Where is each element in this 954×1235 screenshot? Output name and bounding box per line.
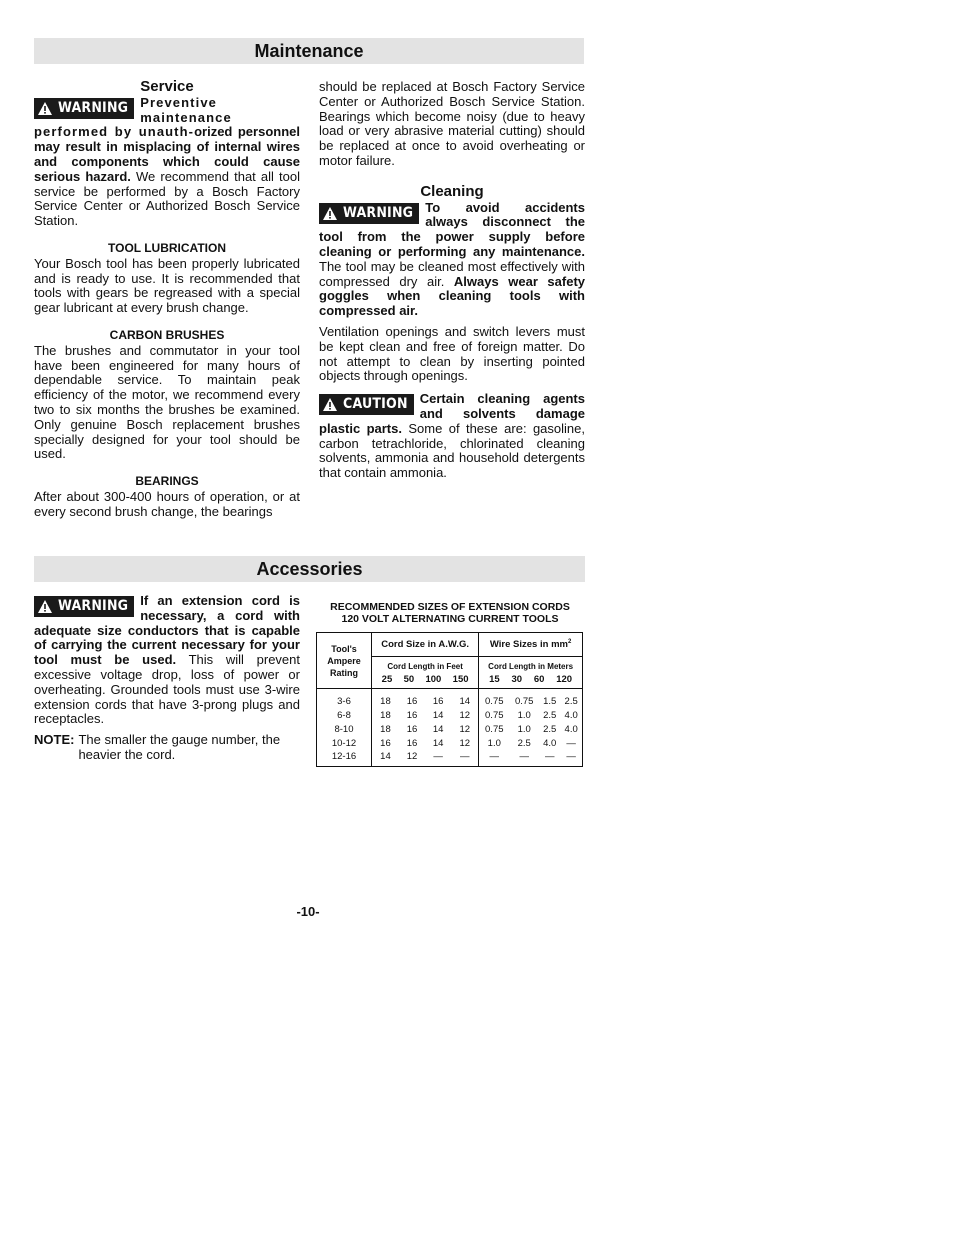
- table-cell: 2.5: [517, 738, 531, 749]
- caution-badge: [319, 394, 414, 415]
- warning-badge-label: WARNING: [58, 99, 129, 116]
- cleaning-goggles-bold: Always wear safety goggles when cleaning tools with compressed air.: [319, 273, 586, 319]
- meters-values: [479, 674, 582, 685]
- feet-value: 150: [452, 674, 469, 685]
- accessories-warning-bold: If an extension cord is necessary, a cord with adequate size conductors that is capable of carrying the current necessary for your tool must be used.: [34, 593, 300, 668]
- sub-meters-header: Cord Length in Meters: [488, 662, 574, 671]
- table-cell: —: [433, 750, 443, 762]
- table-row: [317, 709, 583, 723]
- table-cell: 12: [459, 724, 471, 735]
- table-cell: 3-6: [337, 696, 351, 708]
- sub-feet-cell: [372, 657, 479, 689]
- table-cell: 14: [432, 710, 444, 721]
- col-mm-sup: 2: [567, 638, 572, 645]
- col-awg-header: Cord Size in A.W.G.: [372, 633, 479, 657]
- table-row: [317, 689, 583, 709]
- caution-text: Some of these are: gasoline, carbon tetrachloride, chlorinated cleaning solvents, ammonia and household detergents that contain ammonia.: [319, 420, 585, 481]
- table-cell: 16: [406, 696, 418, 708]
- table-cell: 4.0: [543, 738, 557, 749]
- table-cell: 12: [459, 738, 471, 749]
- table-cell: 0.75: [479, 709, 510, 723]
- table-cell: 18: [372, 709, 399, 723]
- table-cell: 0.75: [479, 689, 510, 709]
- col-rating-header: Tool's Ampere Rating: [317, 633, 372, 689]
- lubrication-heading: TOOL LUBRICATION: [108, 240, 226, 255]
- table-cell: —: [566, 738, 576, 749]
- col-mm-label: Wire Sizes in mm: [489, 639, 568, 651]
- warning-badge: [34, 596, 134, 617]
- table-cell: 14: [372, 751, 399, 767]
- extension-cord-table: [316, 632, 583, 767]
- cleaning-warning-bold: To avoid accidents always disconnect the tool from the power supply before cleaning or performing any maintenance.: [319, 199, 585, 259]
- table-cell: 1.0: [517, 710, 531, 721]
- table-cell: 8-10: [334, 724, 354, 735]
- brushes-text: The brushes and commutator in your tool have been engineered for many hours of dependable service. To maintain peak efficiency of the motor, we recommend every two to six months the brushes be examined. Only genuine Bosch replacement brushes specially designed for your tool should be used.: [34, 342, 300, 462]
- bearings-heading: BEARINGS: [135, 474, 199, 489]
- table-cell: —: [544, 750, 555, 762]
- service-heading: Service: [140, 78, 194, 95]
- ventilation-text: Ventilation openings and switch levers must be kept clean and free of foreign matter. Do not attempt to clean by inserting pointed objects through openings.: [319, 323, 585, 384]
- warning-badge: [319, 203, 419, 224]
- table-cell: 6-8: [337, 710, 351, 721]
- accessories-text: This will prevent excessive voltage drop, loss of power or overheating. Grounded tools must use 3-wire extension cords that have 3-prong plugs and receptacles.: [34, 652, 301, 727]
- warning-badge-label: WARNING: [58, 598, 129, 615]
- table-cell: 12: [459, 710, 471, 721]
- caution-bold: Certain cleaning agents and solvents damage plastic parts.: [319, 391, 585, 436]
- table-title-2: 120 VOLT ALTERNATING CURRENT TOOLS: [341, 613, 559, 625]
- table-cell: 2.5: [564, 696, 578, 708]
- note: [34, 733, 300, 763]
- table-row: [317, 737, 583, 751]
- maintenance-heading: Maintenance: [34, 38, 584, 64]
- table-cell: —: [566, 750, 576, 762]
- table-cell: 14: [432, 724, 444, 735]
- meters-value: 15: [489, 674, 500, 685]
- table-cell: —: [460, 750, 470, 762]
- table-cell: —: [479, 751, 510, 767]
- table-cell: 16: [406, 710, 418, 721]
- cleaning-text: The tool may be cleaned most effectively with compressed dry air.: [319, 258, 585, 289]
- page-number: -10-: [296, 904, 320, 919]
- feet-value: 100: [425, 674, 442, 685]
- meters-value: 60: [533, 674, 545, 685]
- warning-triangle-icon: [38, 102, 52, 115]
- table-row: [317, 751, 583, 767]
- service-warning-bold-1: Preventive maintenance performed by unauth-: [34, 94, 232, 140]
- table-cell: 2.5: [543, 710, 557, 721]
- note-label: NOTE:: [34, 732, 75, 748]
- meters-value: 30: [511, 674, 523, 685]
- table-cell: 10-12: [331, 738, 357, 749]
- table-cell: 1.0: [517, 724, 531, 735]
- brushes-heading: CARBON BRUSHES: [109, 327, 225, 342]
- table-cell: 16: [372, 737, 399, 751]
- table-body: [317, 689, 583, 767]
- maintenance-right-column: [319, 80, 585, 481]
- table-cell: 16: [406, 724, 418, 735]
- warning-badge: [34, 98, 134, 119]
- table-cell: 1.5: [543, 696, 557, 708]
- table-cell: 4.0: [564, 710, 578, 721]
- warning-triangle-icon: [323, 207, 337, 220]
- table-cell: 2.5: [543, 724, 557, 735]
- table-title-1: RECOMMENDED SIZES OF EXTENSION CORDS: [330, 601, 570, 613]
- table-cell: 0.75: [514, 696, 534, 708]
- table-cell: 12: [406, 750, 418, 762]
- service-text: We recommend that all tool service be performed by a Bosch Factory Service Center or Authorized Bosch Service Station.: [34, 168, 300, 229]
- feet-value: 25: [381, 674, 393, 685]
- service-warning-bold-2: orized personnel may result in misplacing of internal wires and components which could cause serious hazard.: [34, 124, 300, 184]
- table-cell: 0.75: [479, 723, 510, 737]
- feet-value: 50: [403, 674, 415, 685]
- table-row: [317, 723, 583, 737]
- lubrication-text: Your Bosch tool has been properly lubricated and is ready to use. It is recommended that tools with gears be regreased with a special gear lubricant at every brush change.: [34, 255, 300, 316]
- caution-triangle-icon: [323, 398, 337, 411]
- table-cell: —: [519, 750, 529, 762]
- feet-values: [372, 674, 478, 685]
- sub-feet-header: Cord Length in Feet: [387, 662, 463, 671]
- bearings-text: After about 300-400 hours of operation, or at every second brush change, the bearings: [34, 488, 300, 519]
- warning-triangle-icon: [38, 600, 52, 613]
- table-cell: 16: [406, 738, 418, 749]
- maintenance-left-column: [34, 80, 300, 520]
- accessories-heading: Accessories: [34, 556, 585, 582]
- table-cell: 4.0: [564, 724, 578, 735]
- table-cell: 16: [432, 696, 444, 708]
- table-cell: 14: [459, 696, 471, 708]
- table-cell: 12-16: [331, 750, 357, 762]
- bearings-continued-text: should be replaced at Bosch Factory Service Center or Authorized Bosch Service Station. Bearings which become noisy (due to heavy load or very abrasive material cutting) should be replaced at once to avoid overheating or motor failure.: [319, 79, 585, 168]
- table-cell: 18: [372, 689, 399, 709]
- col-mm-header: [479, 633, 583, 657]
- meters-value: 120: [556, 674, 573, 685]
- table-cell: 18: [372, 723, 399, 737]
- table-cell: 1.0: [479, 737, 510, 751]
- warning-badge-label: WARNING: [343, 204, 414, 221]
- accessories-left-column: [34, 594, 300, 763]
- sub-meters-cell: [479, 657, 583, 689]
- table-cell: 14: [432, 738, 444, 749]
- note-text: The smaller the gauge number, the heavier the cord.: [78, 732, 281, 762]
- caution-badge-label: CAUTION: [343, 396, 408, 413]
- cleaning-heading: Cleaning: [420, 182, 484, 200]
